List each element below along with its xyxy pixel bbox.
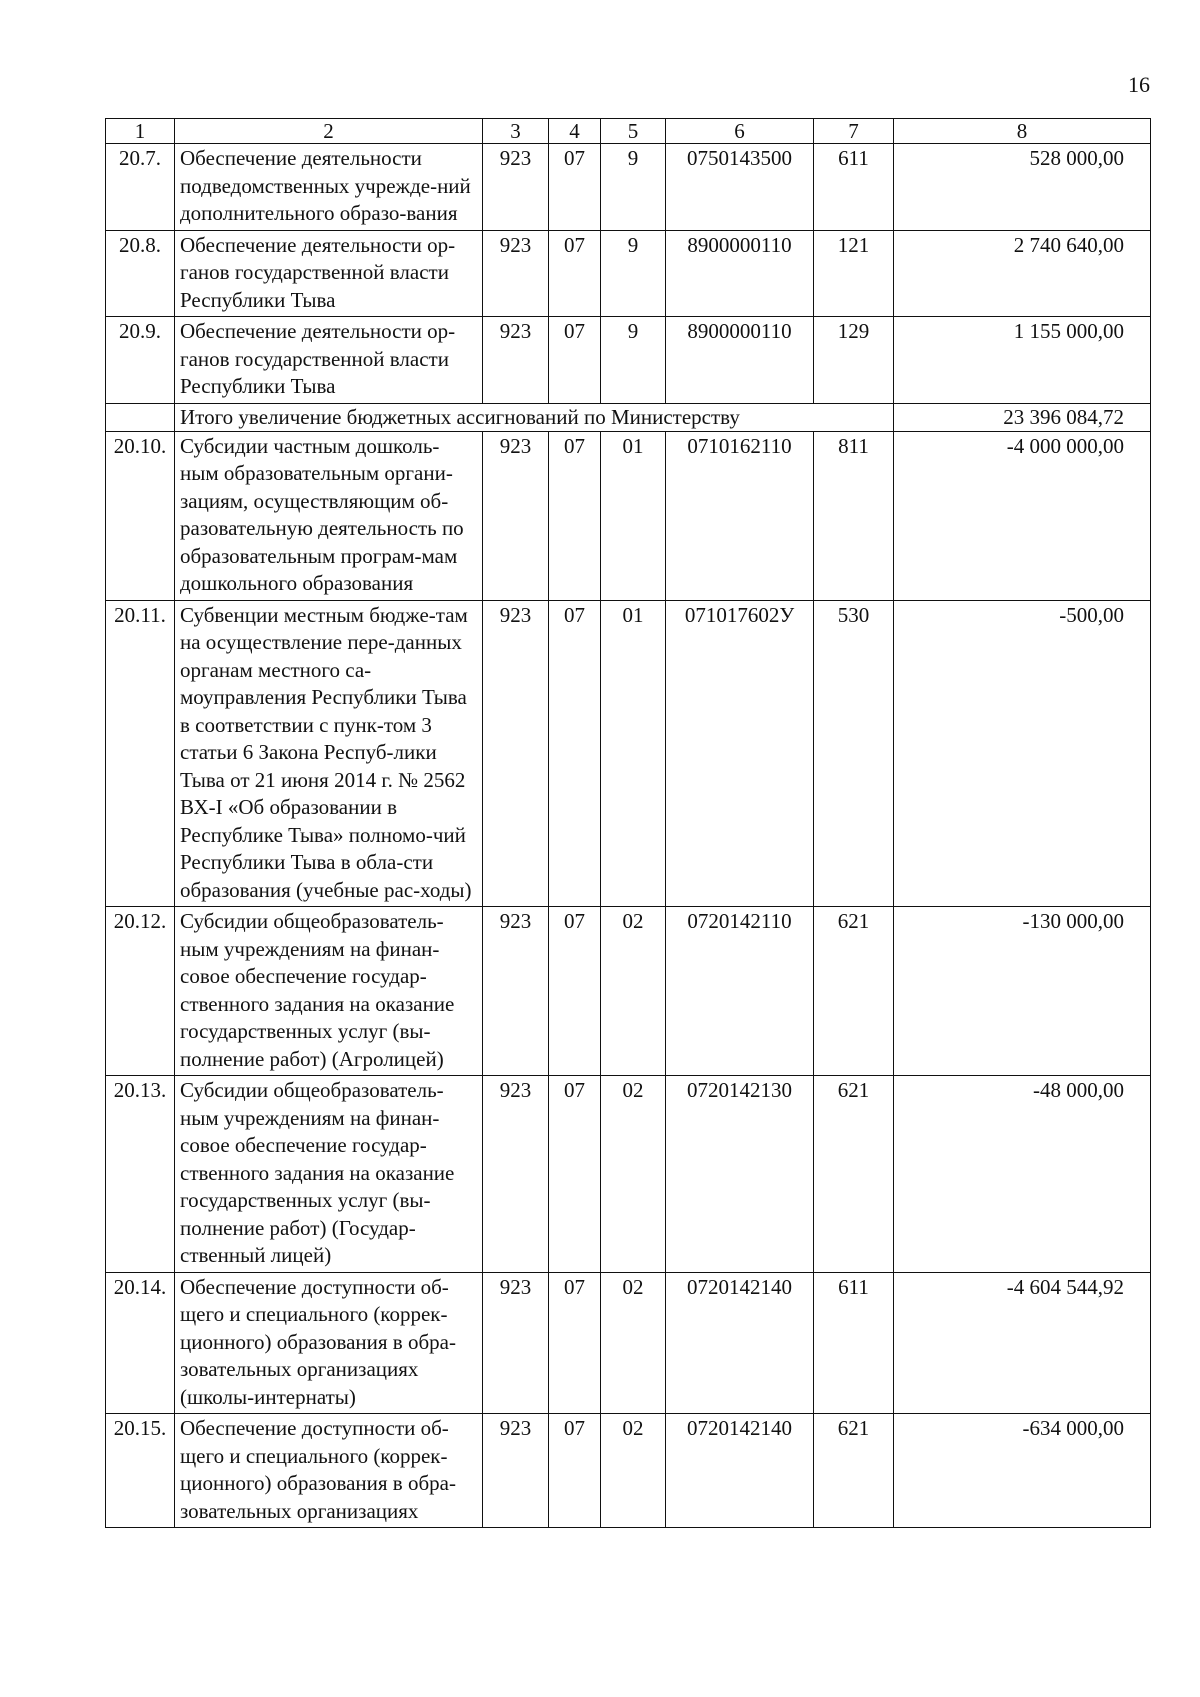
table-body (106, 119, 1151, 1528)
row-number: 20.7. (106, 144, 175, 231)
header-cell: 1 (106, 119, 175, 144)
row-number: 20.8. (106, 230, 175, 317)
row-number: 20.11. (106, 600, 175, 907)
row-description: Обеспечение деятельности подведомственных учрежде-ний дополнительного образо-вания (175, 144, 483, 231)
row-code-7: 811 (814, 431, 894, 600)
row-code-6: 0710162110 (666, 431, 814, 600)
row-code-6: 071017602У (666, 600, 814, 907)
row-code-3: 923 (483, 1076, 549, 1273)
row-number: 20.10. (106, 431, 175, 600)
row-code-4: 07 (549, 1414, 601, 1528)
row-code-3: 923 (483, 431, 549, 600)
table-row (106, 431, 1151, 600)
row-code-3: 923 (483, 907, 549, 1076)
total-row (106, 403, 1151, 431)
row-amount: -500,00 (894, 600, 1151, 907)
header-cell: 6 (666, 119, 814, 144)
row-number: 20.9. (106, 317, 175, 404)
total-empty-cell (106, 403, 175, 431)
row-amount: -634 000,00 (894, 1414, 1151, 1528)
row-description: Субвенции местным бюдже-там на осуществление пере-данных органам местного са-моуправления Республики Тыва в соответствии с пунк-том 3 статьи 6 Закона Респуб-лики Тыва от 21 июня 2014 г. № 2562 ВХ-I «Об образовании в Республике Тыва» полномо-чий Республики Тыва в обла-сти образования (учебные рас-ходы) (175, 600, 483, 907)
header-cell: 7 (814, 119, 894, 144)
page-number: 16 (1128, 72, 1150, 97)
row-code-7: 611 (814, 1272, 894, 1414)
table-row (106, 144, 1151, 231)
row-code-5: 9 (601, 317, 666, 404)
total-value: 23 396 084,72 (894, 403, 1151, 431)
row-code-5: 02 (601, 1414, 666, 1528)
row-code-3: 923 (483, 230, 549, 317)
row-code-7: 530 (814, 600, 894, 907)
row-code-4: 07 (549, 907, 601, 1076)
table-row (106, 1272, 1151, 1414)
row-code-5: 9 (601, 230, 666, 317)
row-amount: -48 000,00 (894, 1076, 1151, 1273)
row-amount: 1 155 000,00 (894, 317, 1151, 404)
row-code-4: 07 (549, 230, 601, 317)
table-row (106, 317, 1151, 404)
table-row (106, 1414, 1151, 1528)
row-description: Обеспечение доступности об-щего и специального (коррек-ционного) образования в обра-зовательных организациях (175, 1414, 483, 1528)
row-code-7: 611 (814, 144, 894, 231)
row-code-6: 8900000110 (666, 230, 814, 317)
row-code-3: 923 (483, 600, 549, 907)
budget-table (105, 118, 1151, 1528)
row-code-5: 9 (601, 144, 666, 231)
table-row (106, 230, 1151, 317)
row-code-3: 923 (483, 1272, 549, 1414)
row-code-5: 01 (601, 431, 666, 600)
row-code-3: 923 (483, 1414, 549, 1528)
row-number: 20.14. (106, 1272, 175, 1414)
row-code-5: 02 (601, 1076, 666, 1273)
row-description: Обеспечение деятельности ор-ганов государственной власти Республики Тыва (175, 317, 483, 404)
row-code-6: 0720142140 (666, 1272, 814, 1414)
row-code-6: 0720142140 (666, 1414, 814, 1528)
header-cell: 3 (483, 119, 549, 144)
row-description: Субсидии общеобразователь-ным учреждениям на финан-совое обеспечение государ-ственного задания на оказание государственных услуг (вы-полнение работ) (Государ-ственный лицей) (175, 1076, 483, 1273)
row-amount: -4 000 000,00 (894, 431, 1151, 600)
row-code-4: 07 (549, 431, 601, 600)
row-number: 20.13. (106, 1076, 175, 1273)
row-code-6: 8900000110 (666, 317, 814, 404)
header-cell: 5 (601, 119, 666, 144)
row-code-4: 07 (549, 144, 601, 231)
header-cell: 4 (549, 119, 601, 144)
total-label: Итого увеличение бюджетных ассигнований по Министерству (175, 403, 894, 431)
row-code-4: 07 (549, 1272, 601, 1414)
row-number: 20.12. (106, 907, 175, 1076)
row-description: Обеспечение доступности об-щего и специального (коррек-ционного) образования в обра-зовательных организациях (школы-интернаты) (175, 1272, 483, 1414)
row-code-7: 621 (814, 1076, 894, 1273)
header-row (106, 119, 1151, 144)
row-code-7: 129 (814, 317, 894, 404)
row-amount: -130 000,00 (894, 907, 1151, 1076)
row-code-7: 621 (814, 907, 894, 1076)
row-code-5: 02 (601, 1272, 666, 1414)
row-code-7: 621 (814, 1414, 894, 1528)
row-code-3: 923 (483, 317, 549, 404)
row-amount: -4 604 544,92 (894, 1272, 1151, 1414)
row-code-6: 0750143500 (666, 144, 814, 231)
row-code-3: 923 (483, 144, 549, 231)
table-row (106, 600, 1151, 907)
table-row (106, 1076, 1151, 1273)
row-code-6: 0720142130 (666, 1076, 814, 1273)
header-cell: 2 (175, 119, 483, 144)
table-row (106, 907, 1151, 1076)
row-code-4: 07 (549, 600, 601, 907)
header-cell: 8 (894, 119, 1151, 144)
row-code-7: 121 (814, 230, 894, 317)
row-number: 20.15. (106, 1414, 175, 1528)
row-code-4: 07 (549, 1076, 601, 1273)
row-description: Субсидии общеобразователь-ным учреждениям на финан-совое обеспечение государ-ственного задания на оказание государственных услуг (вы-полнение работ) (Агролицей) (175, 907, 483, 1076)
row-description: Обеспечение деятельности ор-ганов государственной власти Республики Тыва (175, 230, 483, 317)
row-code-5: 02 (601, 907, 666, 1076)
row-amount: 2 740 640,00 (894, 230, 1151, 317)
row-description: Субсидии частным дошколь-ным образовательным органи-зациям, осуществляющим об-разовательную деятельность по образовательным програм-мам дошкольного образования (175, 431, 483, 600)
row-code-4: 07 (549, 317, 601, 404)
row-code-6: 0720142110 (666, 907, 814, 1076)
row-code-5: 01 (601, 600, 666, 907)
row-amount: 528 000,00 (894, 144, 1151, 231)
